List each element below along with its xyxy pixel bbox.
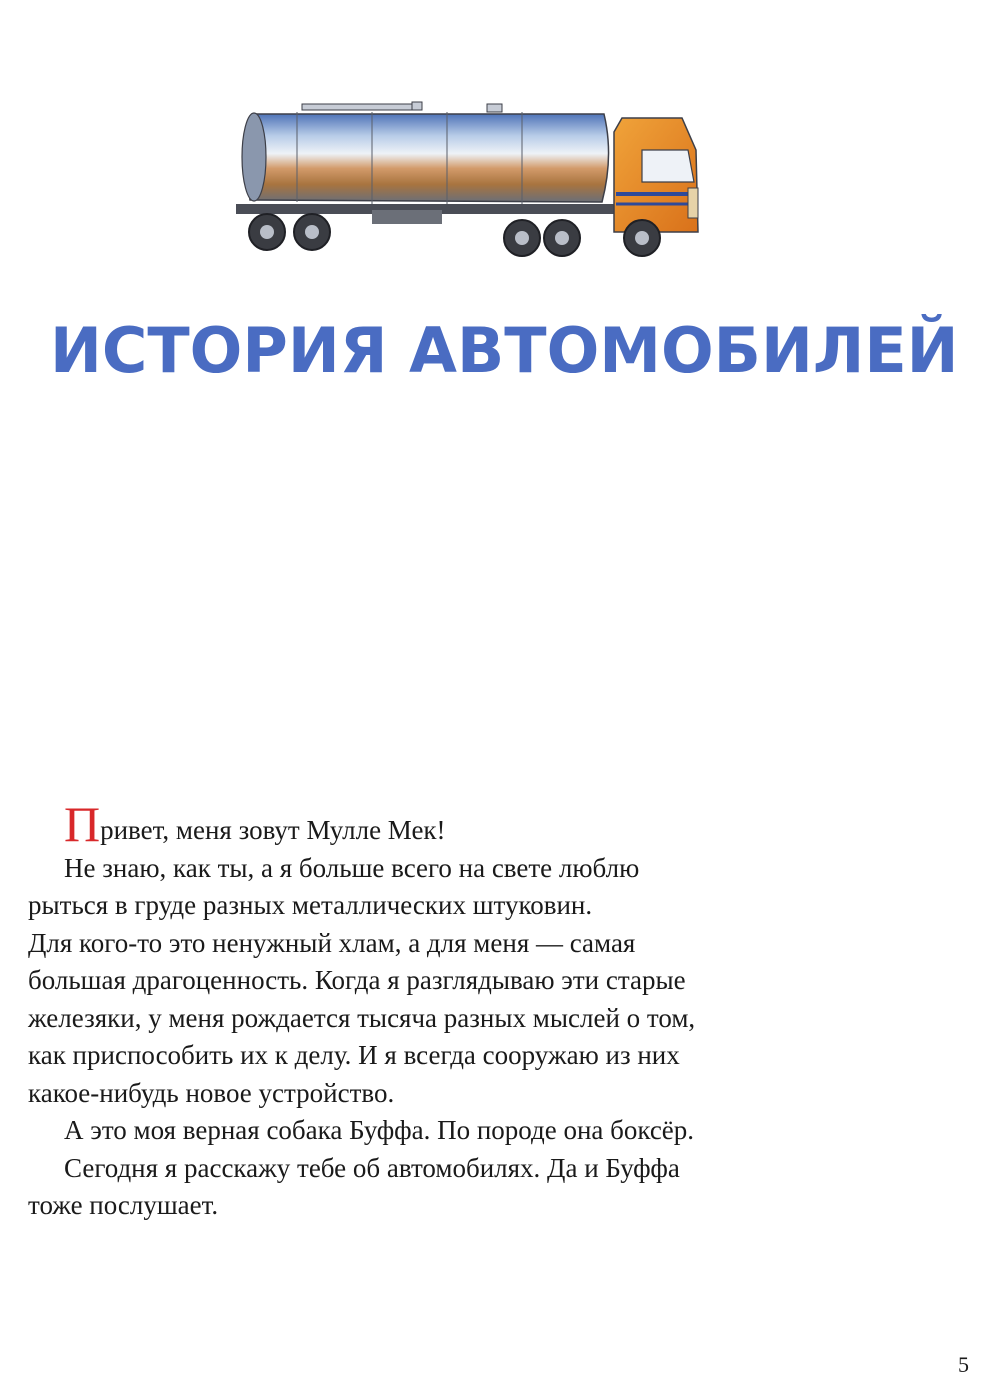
first-line-text: ривет, меня зовут Мулле Мек! (100, 815, 446, 845)
body-line: как приспособить их к делу. И я всегда сооружаю из них (28, 1040, 680, 1070)
body-line: Для кого-то это ненужный хлам, а для меня — самая (28, 927, 636, 958)
body-line: какое-нибудь новое устройство. (28, 1077, 395, 1108)
page-title: ИСТОРИЯ АВТОМОБИЛЕЙ (50, 314, 959, 387)
page-number: 5 (958, 1352, 969, 1377)
body-line: большая драгоценность. Когда я разглядываю эти старые (28, 965, 686, 995)
drop-cap: П (64, 796, 101, 852)
body-line: рыться в груде разных металлических штуковин. (28, 890, 593, 920)
body-line: А это моя верная собака Буффа. По породе она боксёр. (64, 1115, 695, 1145)
body-line: Не знаю, как ты, а я больше всего на свете люблю (64, 852, 640, 883)
body-line: железяки, у меня рождается тысяча разных мыслей о том, (28, 1002, 696, 1033)
tanker-truck-illustration (222, 92, 722, 272)
body-text (28, 796, 908, 1225)
body-line: Сегодня я расскажу тебе об автомобилях. Да и Буффа (64, 1152, 680, 1183)
tanker-truck-icon (222, 92, 722, 272)
body-line: тоже послушает. (28, 1190, 219, 1220)
first-paragraph-line (28, 796, 908, 852)
